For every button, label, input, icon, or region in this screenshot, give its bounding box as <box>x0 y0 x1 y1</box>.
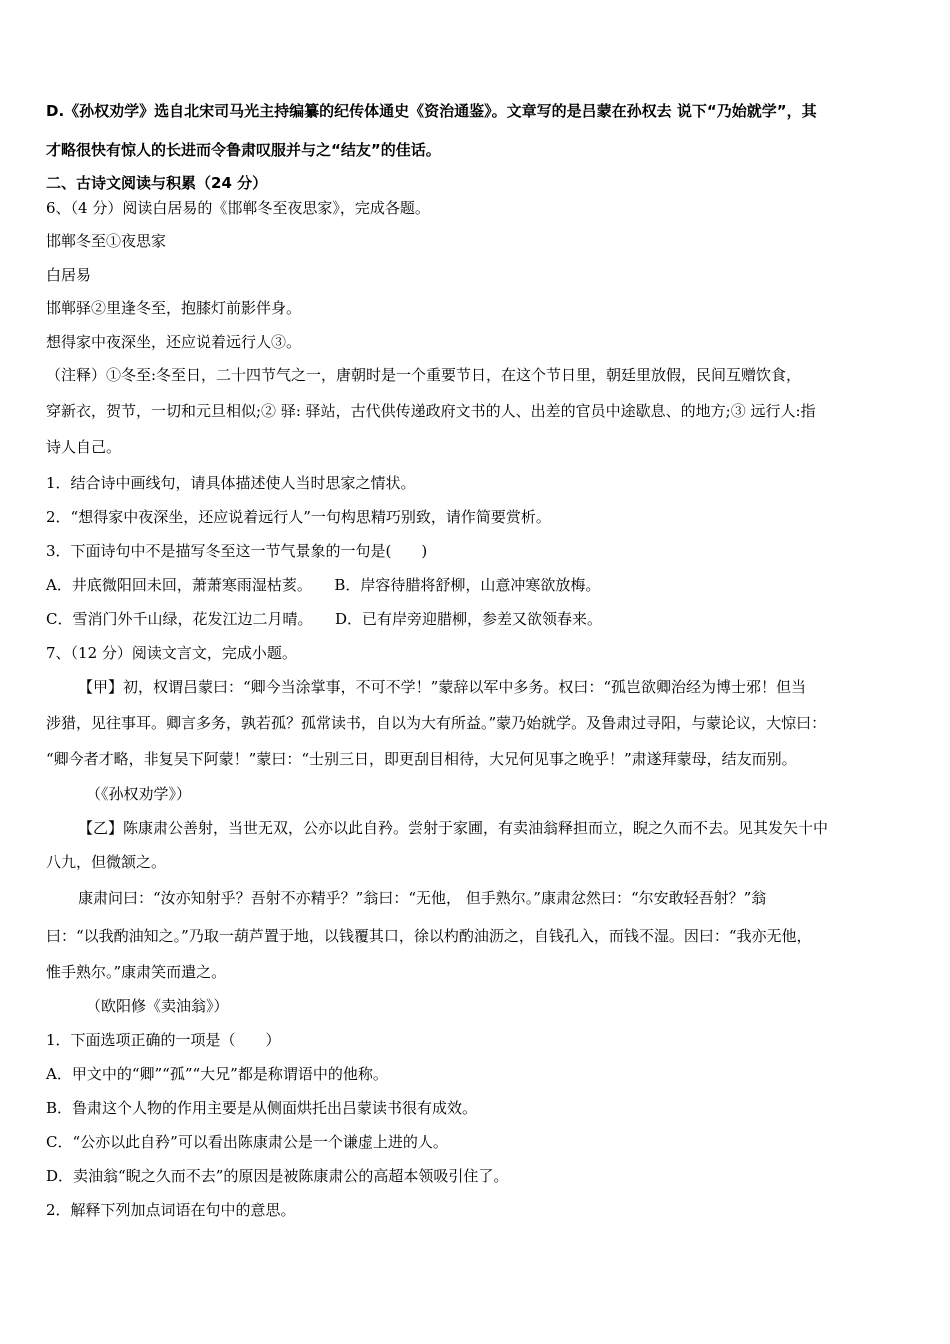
passage-b-line-5: 惟手熟尔。”康肃笑而遣之。 <box>46 963 227 981</box>
note-line-3: 诗人自己。 <box>46 438 122 456</box>
option-d-line-2: 才略很快有惊人的长进而令鲁肃叹服并与之“结友”的佳话。 <box>46 141 441 159</box>
q7-sub-1: 1．下面选项正确的一项是（ ） <box>46 1031 281 1049</box>
poem-author: 白居易 <box>46 266 92 284</box>
passage-a-line-3: “卿今者才略，非复吴下阿蒙！”蒙曰：“士别三日，即更刮目相待，大兄何见事之晚乎！”肃遂拜蒙母，结友而别。 <box>46 750 797 768</box>
q7-sub-2: 2．解释下列加点词语在句中的意思。 <box>46 1201 296 1219</box>
option-d-line-1: D.《孙权劝学》选自北宋司马光主持编纂的纪传体通史《资治通鉴》。文章写的是吕蒙在孙权去 说下“乃始就学”，其 <box>46 102 817 120</box>
passage-b-source: （欧阳修《卖油翁》） <box>86 997 229 1015</box>
passage-a-line-2: 涉猎，见往事耳。卿言多务，孰若孤？孤常读书，自以为大有所益。”蒙乃始就学。及鲁肃过寻阳，与蒙论议，大惊曰： <box>46 714 827 732</box>
passage-b-line-1: 【乙】陈康肃公善射，当世无双，公亦以此自矜。尝射于家圃，有卖油翁释担而立，睨之久而不去。见其发矢十中 <box>78 819 829 837</box>
q7-option-c: C．“公亦以此自矜”可以看出陈康肃公是一个谦虚上进的人。 <box>46 1133 448 1151</box>
q7-option-d: D．卖油翁“睨之久而不去”的原因是被陈康肃公的高超本领吸引住了。 <box>46 1167 509 1185</box>
question-7-title: 7、（12 分）阅读文言文，完成小题。 <box>46 644 297 662</box>
poem-line-1: 邯郸驿②里逢冬至，抱膝灯前影伴身。 <box>46 299 302 317</box>
q6-options-cd: C．雪消门外千山绿，花发江边二月晴。 D．已有岸旁迎腊柳，参差又欲领春来。 <box>46 610 603 628</box>
passage-b-line-4: 曰：“以我酌油知之。”乃取一葫芦置于地，以钱覆其口，徐以杓酌油沥之，自钱孔入，而钱不湿。因曰：“我亦无他， <box>46 927 812 945</box>
q7-option-a: A．甲文中的“卿”“孤”“大兄”都是称谓语中的他称。 <box>46 1065 388 1083</box>
q6-sub-1: 1．结合诗中画线句，请具体描述使人当时思家之情状。 <box>46 474 416 492</box>
question-6-title: 6、（4 分）阅读白居易的《邯郸冬至夜思家》，完成各题。 <box>46 199 430 217</box>
note-line-1: （注释）①冬至:冬至日，二十四节气之一，唐朝时是一个重要节日，在这个节日里，朝廷里放假，民间互赠饮食， <box>46 366 802 384</box>
passage-b-line-3: 康肃问曰：“汝亦知射乎？吾射不亦精乎？”翁曰：“无他， 但手熟尔。”康肃忿然曰：“尔安敢轻吾射？”翁 <box>78 889 767 907</box>
poem-title: 邯郸冬至①夜思家 <box>46 232 167 250</box>
q6-sub-3: 3．下面诗句中不是描写冬至这一节气景象的一句是( ) <box>46 542 428 560</box>
passage-a-line-1: 【甲】初，权谓吕蒙曰：“卿今当涂掌事，不可不学！”蒙辞以军中多务。权曰：“孤岂欲卿治经为博士邪！但当 <box>78 678 807 696</box>
q6-sub-2: 2．“想得家中夜深坐，还应说着远行人”一句构思精巧别致，请作简要赏析。 <box>46 508 551 526</box>
q7-option-b: B．鲁肃这个人物的作用主要是从侧面烘托出吕蒙读书很有成效。 <box>46 1099 478 1117</box>
poem-line-2: 想得家中夜深坐，还应说着远行人③。 <box>46 333 302 351</box>
passage-b-line-2: 八九，但微颔之。 <box>46 853 167 871</box>
section-heading: 二、古诗文阅读与积累（24 分） <box>46 174 268 192</box>
q6-options-ab: A．井底微阳回未回，萧萧寒雨湿枯荄。 B．岸容待腊将舒柳，山意冲寒欲放梅。 <box>46 576 601 594</box>
note-line-2: 穿新衣，贺节，一切和元旦相似;② 驿: 驿站，古代供传递政府文书的人、出差的官员中途歇息、的地方;③ 远行人:指 <box>46 402 816 420</box>
passage-a-source: （《孙权劝学》） <box>86 785 192 803</box>
